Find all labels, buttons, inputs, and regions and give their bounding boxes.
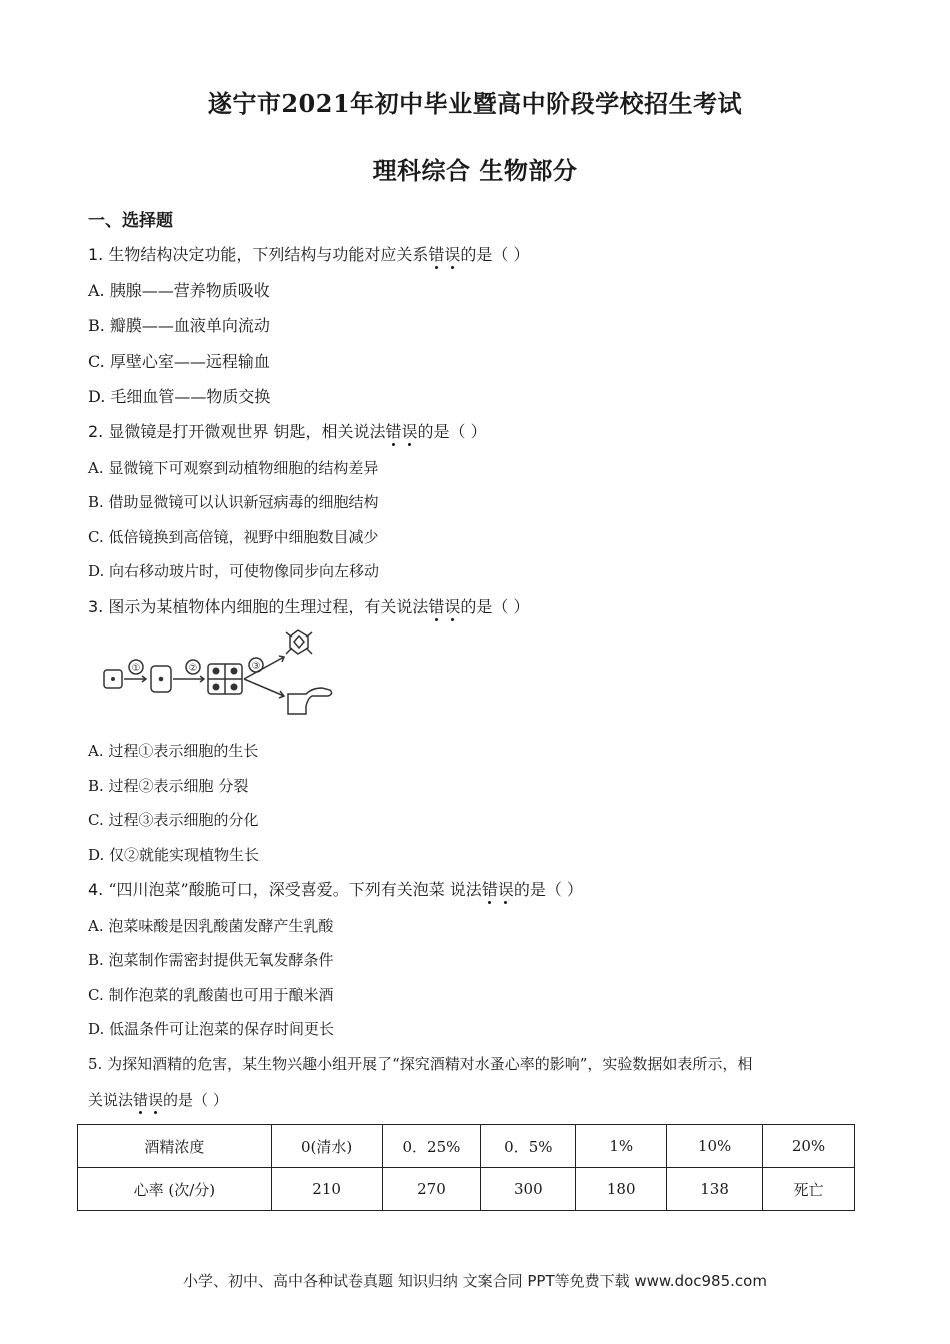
option-d: D. 低温条件可让泡菜的保存时间更长 [88,1020,335,1038]
option-a: A. 显微镜下可观察到动植物细胞的结构差异 [88,459,379,477]
option-b: B. 泡菜制作需密封提供无氧发酵条件 [88,951,334,969]
table-cell: 270 [382,1168,481,1211]
emphasis-char: 误 [148,1091,164,1109]
emphasis-char: 误 [401,422,418,441]
option-d: D. 毛细血管——物质交换 [88,387,271,406]
question-1-stem: 1. 生物结构决定功能，下列结构与功能对应关系错误的是（ ） [88,245,530,264]
table-cell: 180 [576,1168,667,1211]
option-b: B. 借助显微镜可以认识新冠病毒的细胞结构 [88,493,379,511]
exam-subtitle: 理科综合 生物部分 [372,156,578,185]
step-label: ③ [251,661,261,672]
table-cell: 0．25% [382,1125,481,1168]
option-d: D. 向右移动玻片时，可使物像同步向左移动 [88,562,380,580]
emphasis-char: 错 [428,245,445,264]
table-cell: 0(清水) [271,1125,382,1168]
option-d: D. 仅②就能实现植物生长 [88,846,260,864]
emphasis-char: 误 [497,880,514,899]
emphasis-char: 错 [133,1091,149,1109]
table-cell: 心率 (次/分) [78,1168,272,1211]
table-header-row [78,1125,855,1168]
differentiated-cell-2 [288,688,332,714]
question-3-stem: 3. 图示为某植物体内细胞的生理过程，有关说法错误的是（ ） [88,597,530,616]
question-number: 4. [88,880,104,899]
alcohol-heart-rate-table [77,1124,855,1211]
option-b: B. 瓣膜——血液单向流动 [88,316,270,335]
option-c: C. 低倍镜换到高倍镜，视野中细胞数目减少 [88,528,379,546]
option-b: B. 过程②表示细胞 分裂 [88,777,249,795]
option-a: A. 胰腺——营养物质吸收 [88,281,270,300]
question-5-stem-line1: 5. 为探知酒精的危害，某生物兴趣小组开展了“探究酒精对水蚤心率的影响”，实验数据如表所示，相 [88,1055,753,1073]
table-cell: 300 [481,1168,576,1211]
option-c: C. 制作泡菜的乳酸菌也可用于酿米酒 [88,986,334,1004]
question-number: 3. [88,597,104,616]
table-cell: 10% [667,1125,763,1168]
step-label: ① [131,663,141,674]
emphasis-char: 错 [385,422,402,441]
emphasis-char: 误 [444,245,461,264]
emphasis-char: 误 [444,597,461,616]
question-4-stem: 4. “四川泡菜”酸脆可口，深受喜爱。下列有关泡菜 说法错误的是（ ） [88,880,583,899]
cell-process-diagram [100,624,340,724]
exam-title: 遂宁市2021年初中毕业暨高中阶段学校招生考试 [207,89,743,118]
emphasis-char: 错 [428,597,445,616]
footer-banner: 小学、初中、高中各种试卷真题 知识归纳 文案合同 PPT等免费下载 www.doc985.com [183,1272,767,1290]
table-row [78,1168,855,1211]
question-5-stem-line2: 关说法错误的是（ ） [88,1091,228,1109]
table-cell: 138 [667,1168,763,1211]
table-cell: 20% [763,1125,855,1168]
emphasis-char: 错 [481,880,498,899]
question-2-stem: 2. 显微镜是打开微观世界 钥匙，相关说法错误的是（ ） [88,422,487,441]
section-heading: 一、选择题 [88,211,173,231]
option-a: A. 过程①表示细胞的生长 [88,742,259,760]
table-cell: 酒精浓度 [78,1125,272,1168]
question-number: 2. [88,422,104,441]
question-number: 1. [88,245,104,264]
option-a: A. 泡菜味酸是因乳酸菌发酵产生乳酸 [88,917,334,935]
table-cell: 死亡 [763,1168,855,1211]
option-c: C. 过程③表示细胞的分化 [88,811,259,829]
table-cell: 210 [271,1168,382,1211]
table-cell: 1% [576,1125,667,1168]
table-cell: 0．5% [481,1125,576,1168]
step-label: ② [188,663,198,674]
differentiated-cell-1 [290,630,308,654]
option-c: C. 厚壁心室——远程输血 [88,352,270,371]
